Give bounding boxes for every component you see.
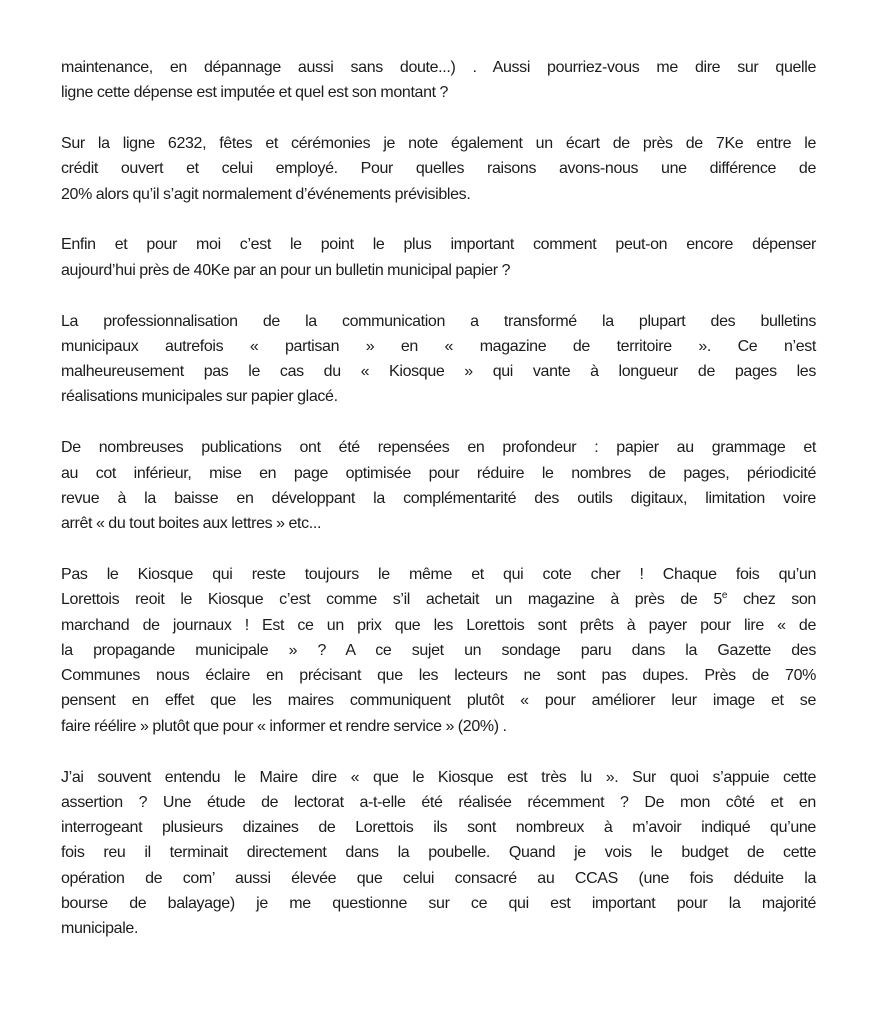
text-line: Communes nous éclaire en précisant que les lecteurs ne sont pas dupes. Près de 70% — [61, 667, 816, 685]
text-line: au cot inférieur, mise en page optimisée pour réduire le nombres de pages, périodicité — [61, 464, 816, 482]
text-line: fois reu il terminait directement dans la poubelle. Quand je vois le budget de cette — [61, 844, 816, 862]
text-line: interrogeant plusieurs dizaines de Lorettois ils sont nombreux à m’avoir indiqué qu’une — [61, 819, 816, 837]
text-line: municipaux autrefois « partisan » en « magazine de territoire ». Ce n’est — [61, 337, 816, 355]
text-line: malheureusement pas le cas du « Kiosque » qui vante à longueur de pages les — [61, 363, 816, 381]
text-line: réalisations municipales sur papier glacé. — [61, 388, 338, 406]
superscript: e — [721, 590, 728, 602]
paragraph-maintenance-question — [61, 55, 816, 106]
document-page — [61, 55, 816, 967]
text-line: J’ai souvent entendu le Maire dire « que le Kiosque est très lu ». Sur quoi s’appuie cette — [61, 768, 816, 786]
text-line: aujourd’hui près de 40Ke par an pour un bulletin municipal papier ? — [61, 261, 511, 279]
text-line: marchand de journaux ! Est ce un prix que les Lorettois sont prêts à payer pour lire « de — [61, 616, 816, 634]
paragraph-professionnalisation — [61, 309, 816, 410]
text-line: De nombreuses publications ont été repensées en profondeur : papier au grammage et — [61, 439, 816, 457]
paragraph-fetes-ceremonies — [61, 131, 816, 207]
paragraph-kiosque-cost — [61, 562, 816, 739]
text-line: Pas le Kiosque qui reste toujours le même et qui cote cher ! Chaque fois qu’un — [61, 565, 816, 583]
text-line: la propagande municipale » ? A ce sujet un sondage paru dans la Gazette des — [61, 641, 816, 659]
text-line: 20% alors qu’il s’agit normalement d’événements prévisibles. — [61, 185, 471, 203]
text-line — [61, 587, 816, 612]
text-line: Sur la ligne 6232, fêtes et cérémonies je note également un écart de près de 7Ke entre le — [61, 135, 816, 153]
paragraph-publications — [61, 435, 816, 536]
text-line: maintenance, en dépannage aussi sans doute...) . Aussi pourriez-vous me dire sur quelle — [61, 59, 816, 76]
text-line: faire réélire » plutôt que pour « informer et rendre service » (20%) . — [61, 717, 507, 735]
text-line: assertion ? Une étude de lectorat a-t-elle été réalisée récemment ? De mon côté et en — [61, 793, 816, 811]
text-line: municipale. — [61, 920, 139, 938]
text-line: La professionnalisation de la communication a transformé la plupart des bulletins — [61, 312, 816, 330]
text-line: Enfin et pour moi c’est le point le plus important comment peut-on encore dépenser — [61, 236, 816, 254]
text-line: revue à la baisse en développant la complémentarité des outils digitaux, limitation voire — [61, 489, 816, 507]
text-line: bourse de balayage) je me questionne sur ce qui est important pour la majorité — [61, 895, 816, 913]
text-line: arrêt « du tout boites aux lettres » etc... — [61, 515, 322, 533]
text-line: pensent en effet que les maires communiquent plutôt « pour améliorer leur image et se — [61, 692, 816, 710]
text-segment: Lorettois reoit le Kiosque c’est comme s’il achetait un magazine à près de 5 — [61, 591, 722, 609]
paragraph-lectorat — [61, 765, 816, 942]
paragraph-bulletin-cost — [61, 232, 816, 283]
text-line: crédit ouvert et celui employé. Pour quelles raisons avons-nous une différence de — [61, 160, 816, 178]
text-segment: chez son — [727, 591, 816, 609]
text-line: ligne cette dépense est imputée et quel est son montant ? — [61, 84, 449, 102]
text-line: opération de com’ aussi élevée que celui consacré au CCAS (une fois déduite la — [61, 869, 816, 887]
